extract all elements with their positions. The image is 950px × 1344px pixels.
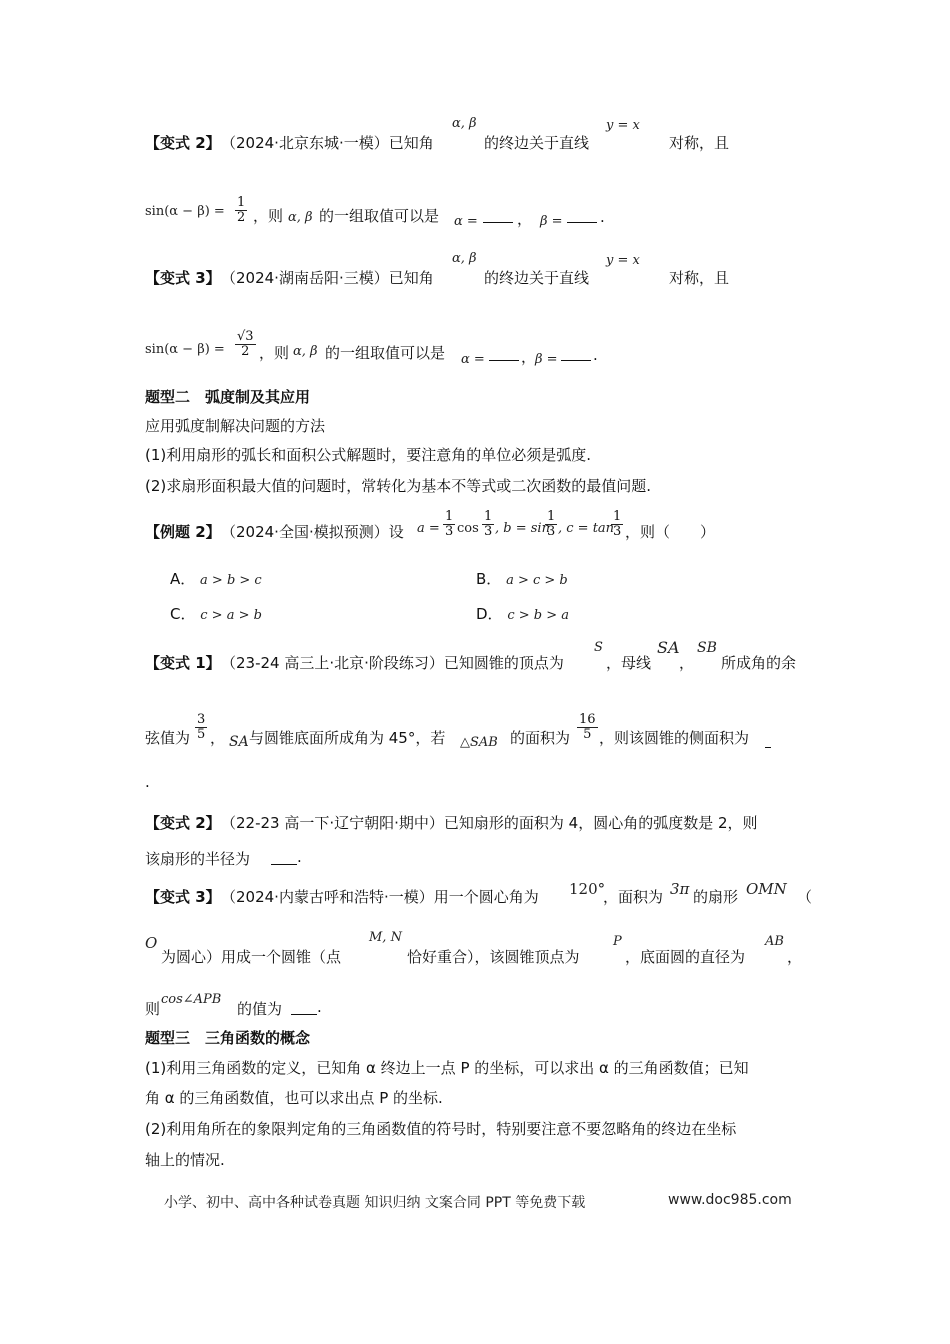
question-text: 为圆心）用成一个圆锥（点 bbox=[161, 948, 342, 966]
math-alpha-beta: α, β bbox=[293, 344, 318, 359]
math-fraction: $\frac{1}{3}$ bbox=[613, 509, 622, 539]
question-text: 的终边关于直线 bbox=[484, 134, 590, 152]
paragraph: (2)利用角所在的象限判定角的三角函数值的符号时，特别要注意不要忽略角的终边在坐标 bbox=[145, 1120, 737, 1138]
math-beta-eq: β = bbox=[540, 214, 563, 229]
math-triangle: △SAB bbox=[460, 735, 498, 750]
variant-3-line-3 bbox=[145, 990, 545, 1020]
option-d[interactable] bbox=[476, 603, 569, 624]
math-cos: cos bbox=[457, 521, 479, 536]
math-y-eq-x: y = x bbox=[606, 118, 640, 133]
question-text: 该扇形的半径为 bbox=[145, 850, 251, 868]
variant-3-line-1 bbox=[145, 251, 745, 295]
option-math: a > c > b bbox=[506, 573, 568, 588]
question-text: 弦值为 bbox=[145, 729, 191, 747]
math-3pi: 3π bbox=[670, 880, 690, 898]
question-text: ，面积为 bbox=[603, 888, 664, 906]
punct: . bbox=[317, 998, 322, 1016]
math-y-eq-x: y = x bbox=[606, 253, 640, 268]
question-text: 的面积为 bbox=[510, 729, 571, 747]
option-b[interactable] bbox=[476, 568, 568, 589]
option-math: c > a > b bbox=[200, 608, 262, 623]
math-angle: 120° bbox=[569, 880, 606, 898]
math-AB: AB bbox=[765, 934, 784, 949]
math-beta-eq: β = bbox=[535, 352, 558, 367]
punct: . bbox=[297, 848, 302, 866]
math-fraction: $\frac{1}{3}$ bbox=[445, 509, 454, 539]
math-SB: SB bbox=[697, 640, 717, 656]
source-text: （2024·内蒙古呼和浩特·一模）用一个圆心角为 bbox=[221, 888, 539, 906]
question-text: 则 bbox=[145, 1000, 161, 1018]
variant-2-line-1 bbox=[145, 116, 745, 160]
variant-3-line-2 bbox=[145, 328, 745, 372]
math-a-eq: a = bbox=[417, 521, 440, 536]
footer-url[interactable]: www.doc985.com bbox=[668, 1192, 792, 1208]
paragraph: 轴上的情况. bbox=[145, 1151, 225, 1169]
math-sin: sin(α − β) = bbox=[145, 342, 225, 357]
math-sin: sin(α − β) = bbox=[145, 204, 225, 219]
variant-2-line-2 bbox=[145, 848, 445, 872]
answer-blank bbox=[489, 359, 519, 361]
question-text: ，母线 bbox=[606, 654, 652, 672]
variant-tag: 【变式 2】 bbox=[145, 814, 221, 832]
math-fraction: $\frac{16}{5}$ bbox=[579, 712, 596, 742]
question-text: ，则 bbox=[253, 207, 284, 225]
question-text: 的终边关于直线 bbox=[484, 269, 590, 287]
section-title: 题型二 弧度制及其应用 bbox=[145, 388, 311, 406]
question-text: 所成角的余 bbox=[721, 654, 797, 672]
math-SA: SA bbox=[229, 734, 249, 750]
math-fraction: $\frac{1}{2}$ bbox=[237, 195, 246, 225]
question-text: ，则 bbox=[259, 344, 290, 362]
variant-1-line-1 bbox=[145, 638, 825, 678]
method-heading: 应用弧度制解决问题的方法 bbox=[145, 417, 326, 435]
option-math: c > b > a bbox=[507, 608, 570, 623]
question-text: ，则该圆锥的侧面积为 bbox=[599, 729, 750, 747]
source-text: （23-24 高三上·北京·阶段练习）已知圆锥的顶点为 bbox=[221, 654, 564, 672]
question-text: ，则（ ） bbox=[625, 523, 716, 541]
answer-blank bbox=[567, 221, 597, 223]
question-text: 对称，且 bbox=[669, 134, 730, 152]
math-fraction: $\frac{1}{3}$ bbox=[484, 509, 493, 539]
math-c-eq: , c = tan bbox=[558, 521, 615, 536]
option-math: a > b > c bbox=[200, 573, 262, 588]
paragraph: 角 α 的三角函数值，也可以求出点 P 的坐标. bbox=[145, 1089, 443, 1107]
variant-3-line-1 bbox=[145, 876, 825, 912]
answer-blank bbox=[291, 1013, 317, 1015]
option-letter: B． bbox=[476, 570, 502, 588]
question-text: 的一组取值可以是 bbox=[325, 344, 446, 362]
punct: ， bbox=[517, 210, 533, 228]
variant-2-line-2 bbox=[145, 196, 745, 236]
math-alpha-eq: α = bbox=[461, 352, 485, 367]
math-cos-angle: cos∠APB bbox=[161, 992, 222, 1007]
math-alpha-beta: α, β bbox=[288, 210, 313, 225]
punct: . bbox=[145, 773, 150, 791]
section-title: 题型三 三角函数的概念 bbox=[145, 1029, 311, 1047]
question-text: ，底面圆的直径为 bbox=[625, 948, 746, 966]
example-tag: 【例题 2】 bbox=[145, 523, 221, 541]
answer-blank bbox=[561, 359, 591, 361]
footer-text: 小学、初中、高中各种试卷真题 知识归纳 文案合同 PPT 等免费下载 bbox=[164, 1195, 586, 1211]
math-fraction: $\frac{√3}{2}$ bbox=[237, 329, 254, 359]
punct: . bbox=[600, 208, 605, 226]
paragraph: (1)利用扇形的弧长和面积公式解题时，要注意角的单位必须是弧度. bbox=[145, 446, 592, 464]
question-text: 的值为 bbox=[237, 1000, 283, 1018]
variant-1-line-2 bbox=[145, 710, 825, 758]
option-letter: C． bbox=[170, 605, 196, 623]
math-alpha-eq: α = bbox=[454, 214, 478, 229]
variant-tag: 【变式 3】 bbox=[145, 888, 221, 906]
math-SA: SA bbox=[657, 638, 680, 657]
answer-blank bbox=[765, 747, 771, 748]
question-text: 对称，且 bbox=[669, 269, 730, 287]
punct: . bbox=[593, 346, 598, 364]
math-M-N: M, N bbox=[369, 930, 402, 945]
paragraph: (2)求扇形面积最大值的问题时，常转化为基本不等式或二次函数的最值问题. bbox=[145, 477, 652, 495]
variant-tag: 【变式 1】 bbox=[145, 654, 221, 672]
math-fraction: $\frac{1}{3}$ bbox=[547, 509, 556, 539]
question-text: 恰好重合），该圆锥顶点为 bbox=[407, 948, 580, 966]
question-text: 的扇形 bbox=[693, 888, 739, 906]
option-c[interactable] bbox=[170, 603, 262, 624]
option-letter: A． bbox=[170, 570, 196, 588]
question-text: 与圆锥底面所成角为 45°，若 bbox=[249, 729, 446, 747]
punct: ， bbox=[787, 948, 803, 966]
answer-blank bbox=[483, 221, 513, 223]
example-2-line bbox=[145, 508, 765, 552]
option-a[interactable] bbox=[170, 568, 262, 589]
option-letter: D． bbox=[476, 605, 503, 623]
math-S: S bbox=[594, 640, 603, 655]
math-OMN: OMN bbox=[746, 880, 787, 898]
punct: ， bbox=[210, 729, 226, 747]
math-b-eq: , b = sin bbox=[495, 521, 550, 536]
math-P: P bbox=[613, 934, 622, 949]
paragraph: (1)利用三角函数的定义，已知角 α 终边上一点 P 的坐标，可以求出 α 的三角函数值；已知 bbox=[145, 1059, 749, 1077]
source-text: （2024·全国·模拟预测）设 bbox=[221, 523, 404, 541]
source-text: （2024·北京东城·一模）已知角 bbox=[221, 134, 434, 152]
punct: ， bbox=[679, 654, 695, 672]
math-alpha-beta: α, β bbox=[452, 251, 477, 266]
source-text: （22-23 高一下·辽宁朝阳·期中）已知扇形的面积为 4，圆心角的弧度数是 2，则 bbox=[221, 814, 758, 832]
math-O: O bbox=[145, 934, 158, 952]
math-fraction: $\frac{3}{5}$ bbox=[197, 712, 206, 742]
variant-2-line bbox=[145, 812, 825, 836]
variant-tag: 【变式 3】 bbox=[145, 269, 221, 287]
source-text: （2024·湖南岳阳·三模）已知角 bbox=[221, 269, 434, 287]
math-alpha-beta: α, β bbox=[452, 116, 477, 131]
variant-tag: 【变式 2】 bbox=[145, 134, 221, 152]
punct: （ bbox=[797, 888, 813, 906]
question-text: 的一组取值可以是 bbox=[319, 207, 440, 225]
punct: ， bbox=[521, 348, 537, 366]
variant-3-line-2 bbox=[145, 930, 825, 966]
answer-blank bbox=[271, 863, 297, 865]
